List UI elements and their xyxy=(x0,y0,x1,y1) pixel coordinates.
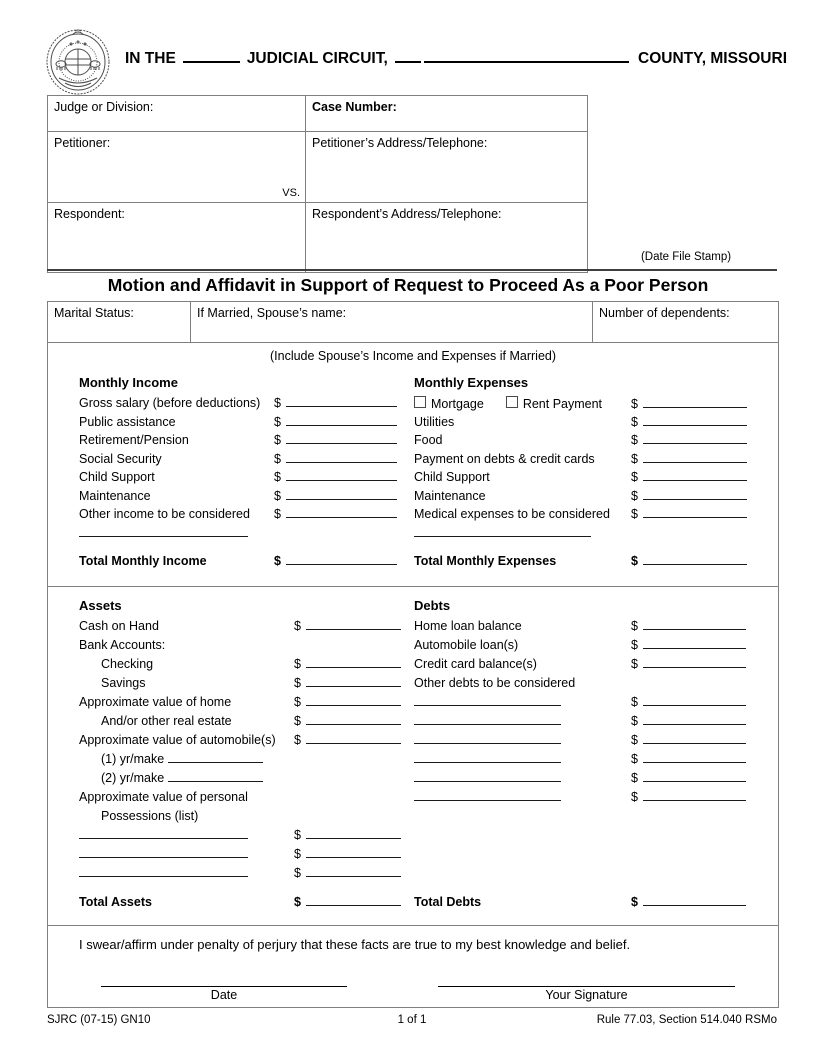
expense-row xyxy=(414,470,778,489)
asset-row xyxy=(79,714,414,733)
write-in-line[interactable] xyxy=(79,828,248,839)
debt-label: Automobile loan(s) xyxy=(414,638,519,652)
total-assets-label: Total Assets xyxy=(79,895,152,909)
income-row xyxy=(79,396,414,415)
dollar-sign: $ xyxy=(631,714,638,728)
dollar-sign: $ xyxy=(274,554,281,568)
amount-line[interactable] xyxy=(643,657,746,668)
amount-line[interactable] xyxy=(643,507,747,518)
dollar-sign: $ xyxy=(294,866,301,880)
amount-line[interactable] xyxy=(643,452,747,463)
dollar-sign: $ xyxy=(631,397,638,411)
dollar-sign: $ xyxy=(294,619,301,633)
amount-line[interactable] xyxy=(643,415,747,426)
income-other-writein-row xyxy=(79,526,414,545)
amount-line[interactable] xyxy=(643,554,747,565)
asset-row xyxy=(79,657,414,676)
debt-writein-row xyxy=(414,771,778,790)
asset-label: (1) yr/make xyxy=(101,752,165,766)
expense-label: Child Support xyxy=(414,470,490,484)
asset-writein-row xyxy=(79,828,414,847)
spouse-name-field[interactable] xyxy=(191,302,593,342)
dollar-sign: $ xyxy=(631,554,638,568)
asset-row xyxy=(79,733,414,752)
case-caption-table xyxy=(47,95,588,273)
income-row xyxy=(79,489,414,508)
amount-line[interactable] xyxy=(643,470,747,481)
amount-line[interactable] xyxy=(286,554,397,565)
rent-payment-checkbox[interactable] xyxy=(506,396,518,408)
amount-line[interactable] xyxy=(643,397,747,408)
dollar-sign: $ xyxy=(294,828,301,842)
write-in-line[interactable] xyxy=(168,752,263,763)
form-title: Motion and Affidavit in Support of Request to Proceed As a Poor Person xyxy=(107,275,709,295)
expense-row xyxy=(414,489,778,508)
expense-label: Medical expenses to be considered xyxy=(414,507,610,521)
dollar-sign: $ xyxy=(631,695,638,709)
asset-label: (2) yr/make xyxy=(101,771,165,785)
write-in-line[interactable] xyxy=(414,526,591,537)
dollar-sign: $ xyxy=(274,451,281,466)
marital-status-label: Marital Status: xyxy=(54,306,134,320)
total-debts-row xyxy=(414,895,778,914)
write-in-line[interactable] xyxy=(79,866,248,877)
expense-row xyxy=(414,433,778,452)
date-line[interactable] xyxy=(101,986,347,1002)
dollar-sign: $ xyxy=(274,396,281,410)
debt-writein-row xyxy=(414,752,778,771)
dollar-sign: $ xyxy=(631,638,638,652)
asset-label: Bank Accounts: xyxy=(79,638,166,652)
respondent-address-label: Respondent’s Address/Telephone: xyxy=(312,207,502,221)
dollar-sign: $ xyxy=(631,790,638,804)
dollar-sign: $ xyxy=(294,714,301,728)
monthly-expenses-heading: Monthly Expenses xyxy=(414,375,529,390)
asset-row xyxy=(79,771,414,790)
write-in-line[interactable] xyxy=(414,695,561,706)
asset-label: Approximate value of home xyxy=(79,695,232,709)
dollar-sign: $ xyxy=(631,433,638,447)
amount-line[interactable] xyxy=(643,790,746,801)
asset-row xyxy=(79,790,414,809)
asset-row xyxy=(79,638,414,657)
dollar-sign: $ xyxy=(274,414,281,429)
asset-row xyxy=(79,695,414,714)
monthly-income-column xyxy=(48,375,414,544)
dependents-label: Number of dependents: xyxy=(599,306,730,320)
assets-column xyxy=(48,598,414,885)
judge-division-label: Judge or Division: xyxy=(54,100,154,114)
amount-line[interactable] xyxy=(643,695,746,706)
write-in-line[interactable] xyxy=(79,847,248,858)
dollar-sign: $ xyxy=(274,507,281,521)
dollar-sign: $ xyxy=(631,657,638,671)
heading-county-missouri: COUNTY, MISSOURI xyxy=(638,50,787,67)
dollar-sign: $ xyxy=(631,488,638,503)
respondent-label: Respondent: xyxy=(54,207,125,221)
write-in-line[interactable] xyxy=(414,790,561,801)
debt-row xyxy=(414,657,778,676)
mortgage-label: Mortgage xyxy=(431,397,484,411)
expense-other-writein-row xyxy=(414,526,778,545)
dollar-sign: $ xyxy=(631,619,638,633)
asset-label: Cash on Hand xyxy=(79,619,159,633)
county-blank[interactable] xyxy=(424,50,629,63)
amount-line[interactable] xyxy=(306,866,401,877)
asset-row xyxy=(79,752,414,771)
dollar-sign: $ xyxy=(274,433,281,447)
judge-division-field[interactable] xyxy=(48,96,306,132)
write-in-line[interactable] xyxy=(414,714,561,725)
date-file-stamp-label: (Date File Stamp) xyxy=(640,251,732,263)
section-divider xyxy=(48,586,778,587)
signature-line[interactable] xyxy=(438,986,735,1002)
income-label: Other income to be considered xyxy=(79,507,250,521)
debts-heading: Debts xyxy=(414,598,451,613)
amount-line[interactable] xyxy=(643,771,746,782)
monthly-income-heading: Monthly Income xyxy=(79,375,178,390)
rent-payment-label: Rent Payment xyxy=(522,397,603,411)
case-number-label: Case Number: xyxy=(312,100,397,114)
amount-line[interactable] xyxy=(643,895,746,906)
debt-label: Home loan balance xyxy=(414,619,522,633)
amount-line[interactable] xyxy=(306,847,401,858)
dollar-sign: $ xyxy=(631,771,638,785)
dollar-sign: $ xyxy=(274,470,281,484)
dependents-field[interactable] xyxy=(593,302,778,342)
expense-row xyxy=(414,415,778,434)
income-label: Gross salary (before deductions) xyxy=(79,396,261,410)
dollar-sign: $ xyxy=(294,695,301,709)
debt-writein-row xyxy=(414,714,778,733)
total-expenses-label: Total Monthly Expenses xyxy=(414,554,557,568)
debt-writein-row xyxy=(414,733,778,752)
assets-heading: Assets xyxy=(79,598,122,613)
housing-expense-row xyxy=(414,396,778,415)
amount-line[interactable] xyxy=(643,433,747,444)
income-row xyxy=(79,470,414,489)
asset-label: Possessions (list) xyxy=(101,809,199,823)
amount-line[interactable] xyxy=(306,895,401,906)
dollar-sign: $ xyxy=(294,847,301,861)
petitioner-address-label: Petitioner’s Address/Telephone: xyxy=(312,136,488,150)
case-number-field[interactable] xyxy=(306,96,587,132)
county-blank-short[interactable] xyxy=(395,50,421,63)
section-divider xyxy=(48,925,778,926)
amount-line[interactable] xyxy=(286,507,397,518)
dollar-sign: $ xyxy=(631,895,638,909)
marital-status-field[interactable] xyxy=(48,302,191,342)
spouse-note: (Include Spouse’s Income and Expenses if Married) xyxy=(269,349,557,363)
total-expenses-row xyxy=(414,554,778,573)
form-number: SJRC (07-15) GN10 xyxy=(47,1014,151,1026)
asset-label: And/or other real estate xyxy=(101,714,232,728)
debt-row xyxy=(414,619,778,638)
asset-label: Checking xyxy=(101,657,154,671)
debt-row xyxy=(414,676,778,695)
income-label: Public assistance xyxy=(79,414,176,429)
asset-label: Approximate value of automobile(s) xyxy=(79,733,276,747)
dollar-sign: $ xyxy=(631,507,638,521)
heading-judicial-circuit: JUDICIAL CIRCUIT, xyxy=(246,50,388,67)
dollar-sign: $ xyxy=(631,451,638,466)
asset-row xyxy=(79,619,414,638)
circuit-number-blank[interactable] xyxy=(183,50,240,63)
expense-row xyxy=(414,507,778,526)
amount-line[interactable] xyxy=(306,676,401,687)
affidavit-body xyxy=(47,301,779,1008)
amount-line[interactable] xyxy=(643,619,746,630)
petitioner-label: Petitioner: xyxy=(54,136,111,150)
spouse-name-label: If Married, Spouse’s name: xyxy=(197,306,347,320)
asset-row xyxy=(79,809,414,828)
amount-line[interactable] xyxy=(643,489,747,500)
amount-line[interactable] xyxy=(306,733,401,744)
dollar-sign: $ xyxy=(294,657,301,671)
assets-debts-section xyxy=(48,598,778,914)
court-heading xyxy=(125,50,787,68)
debt-writein-row xyxy=(414,695,778,714)
asset-row xyxy=(79,676,414,695)
missouri-seal-icon xyxy=(44,26,112,96)
amount-line[interactable] xyxy=(286,452,397,463)
vs-label: VS. xyxy=(282,187,300,199)
expense-label: Payment on debts & credit cards xyxy=(414,451,595,466)
petitioner-field[interactable] xyxy=(48,132,306,203)
income-row xyxy=(79,415,414,434)
dollar-sign: $ xyxy=(631,752,638,766)
total-assets-row xyxy=(79,895,414,914)
amount-line[interactable] xyxy=(643,638,746,649)
income-expenses-section xyxy=(48,375,778,573)
debt-writein-row xyxy=(414,790,778,809)
debt-label: Credit card balance(s) xyxy=(414,657,537,671)
rule-citation: Rule 77.03, Section 514.040 RSMo xyxy=(596,1014,777,1026)
write-in-line[interactable] xyxy=(414,752,561,763)
amount-line[interactable] xyxy=(306,619,401,630)
total-income-row xyxy=(79,554,414,573)
asset-label: Approximate value of personal xyxy=(79,790,248,804)
signature-row xyxy=(48,986,778,1002)
respondent-address-field[interactable] xyxy=(306,203,587,272)
amount-line[interactable] xyxy=(643,733,746,744)
amount-line[interactable] xyxy=(306,695,401,706)
asset-writein-row xyxy=(79,847,414,866)
marital-row xyxy=(48,302,778,343)
debt-row xyxy=(414,638,778,657)
amount-line[interactable] xyxy=(306,828,401,839)
header-rule xyxy=(47,269,777,271)
amount-line[interactable] xyxy=(286,396,397,407)
amount-line[interactable] xyxy=(286,489,397,500)
asset-label: Savings xyxy=(101,676,146,690)
amount-line[interactable] xyxy=(306,657,401,668)
dollar-sign: $ xyxy=(274,488,281,503)
income-label: Social Security xyxy=(79,451,162,466)
income-label: Child Support xyxy=(79,470,155,484)
page-number: 1 of 1 xyxy=(397,1014,427,1026)
dollar-sign: $ xyxy=(631,414,638,429)
mortgage-checkbox[interactable] xyxy=(414,396,426,408)
your-signature-label: Your Signature xyxy=(545,988,628,1002)
income-row xyxy=(79,452,414,471)
affirmation-text: I swear/affirm under penalty of perjury that these facts are true to my best knowledge and belief. xyxy=(79,937,631,952)
dollar-sign: $ xyxy=(294,733,301,747)
debts-column xyxy=(414,598,778,885)
petitioner-address-field[interactable] xyxy=(306,132,587,203)
dollar-sign: $ xyxy=(294,676,301,690)
debt-label: Other debts to be considered xyxy=(414,676,576,690)
monthly-expenses-column xyxy=(414,375,778,544)
income-row xyxy=(79,433,414,452)
dollar-sign: $ xyxy=(631,733,638,747)
income-label: Maintenance xyxy=(79,488,151,503)
expense-label: Maintenance xyxy=(414,488,486,503)
expense-row xyxy=(414,452,778,471)
asset-writein-row xyxy=(79,866,414,885)
write-in-line[interactable] xyxy=(414,771,561,782)
amount-line[interactable] xyxy=(286,433,397,444)
total-income-label: Total Monthly Income xyxy=(79,554,207,568)
income-row xyxy=(79,507,414,526)
dollar-sign: $ xyxy=(294,895,301,909)
write-in-line[interactable] xyxy=(414,733,561,744)
heading-in-the: IN THE xyxy=(125,50,176,67)
expense-label: Food xyxy=(414,433,443,447)
dollar-sign: $ xyxy=(631,470,638,484)
total-debts-label: Total Debts xyxy=(414,895,482,909)
form-footer xyxy=(47,1014,777,1026)
expense-label: Utilities xyxy=(414,414,455,429)
income-label: Retirement/Pension xyxy=(79,433,189,447)
amount-line[interactable] xyxy=(286,415,397,426)
amount-line[interactable] xyxy=(643,752,746,763)
amount-line[interactable] xyxy=(306,714,401,725)
date-label: Date xyxy=(210,988,238,1002)
amount-line[interactable] xyxy=(286,470,397,481)
amount-line[interactable] xyxy=(643,714,746,725)
respondent-field[interactable] xyxy=(48,203,306,272)
write-in-line[interactable] xyxy=(79,526,248,537)
write-in-line[interactable] xyxy=(168,771,263,782)
